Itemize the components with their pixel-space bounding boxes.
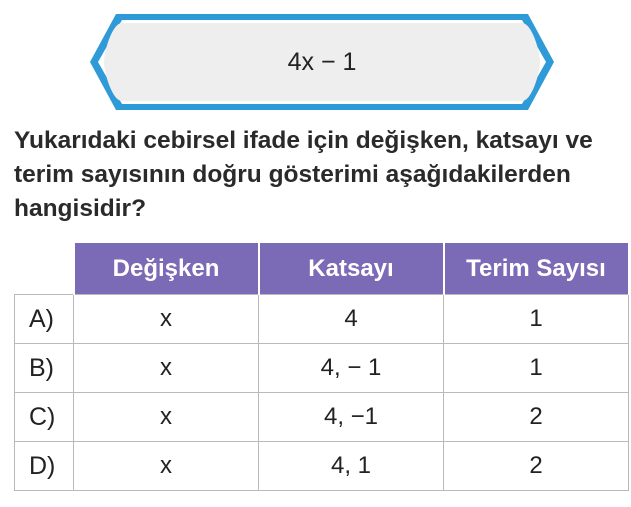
cell-terim-sayisi: 2 [444, 393, 629, 442]
cell-katsayi: 4 [259, 295, 444, 344]
answer-table [14, 243, 630, 491]
option-label[interactable]: A) [15, 295, 74, 344]
table-header-row [15, 243, 629, 295]
cell-katsayi: 4, − 1 [259, 344, 444, 393]
cell-terim-sayisi: 1 [444, 344, 629, 393]
answer-row-c[interactable] [15, 393, 629, 442]
answer-row-d[interactable] [15, 442, 629, 491]
expression-banner [88, 12, 556, 112]
cell-katsayi: 4, −1 [259, 393, 444, 442]
header-terim-sayisi: Terim Sayısı [444, 243, 629, 295]
answer-row-b[interactable] [15, 344, 629, 393]
option-label[interactable]: B) [15, 344, 74, 393]
expression-text: 4x − 1 [287, 47, 357, 76]
header-katsayi: Katsayı [259, 243, 444, 295]
table-corner [15, 243, 74, 295]
cell-degisken: x [74, 295, 259, 344]
answer-row-a[interactable] [15, 295, 629, 344]
cell-degisken: x [74, 442, 259, 491]
cell-degisken: x [74, 344, 259, 393]
header-degisken: Değişken [74, 243, 259, 295]
option-label[interactable]: C) [15, 393, 74, 442]
cell-degisken: x [74, 393, 259, 442]
cell-katsayi: 4, 1 [259, 442, 444, 491]
question-text: Yukarıdaki cebirsel ifade için değişken, katsayı ve terim sayısının doğru gösterimi aşağıdakilerden hangisidir? [14, 127, 593, 222]
option-label[interactable]: D) [15, 442, 74, 491]
cell-terim-sayisi: 1 [444, 295, 629, 344]
cell-terim-sayisi: 2 [444, 442, 629, 491]
